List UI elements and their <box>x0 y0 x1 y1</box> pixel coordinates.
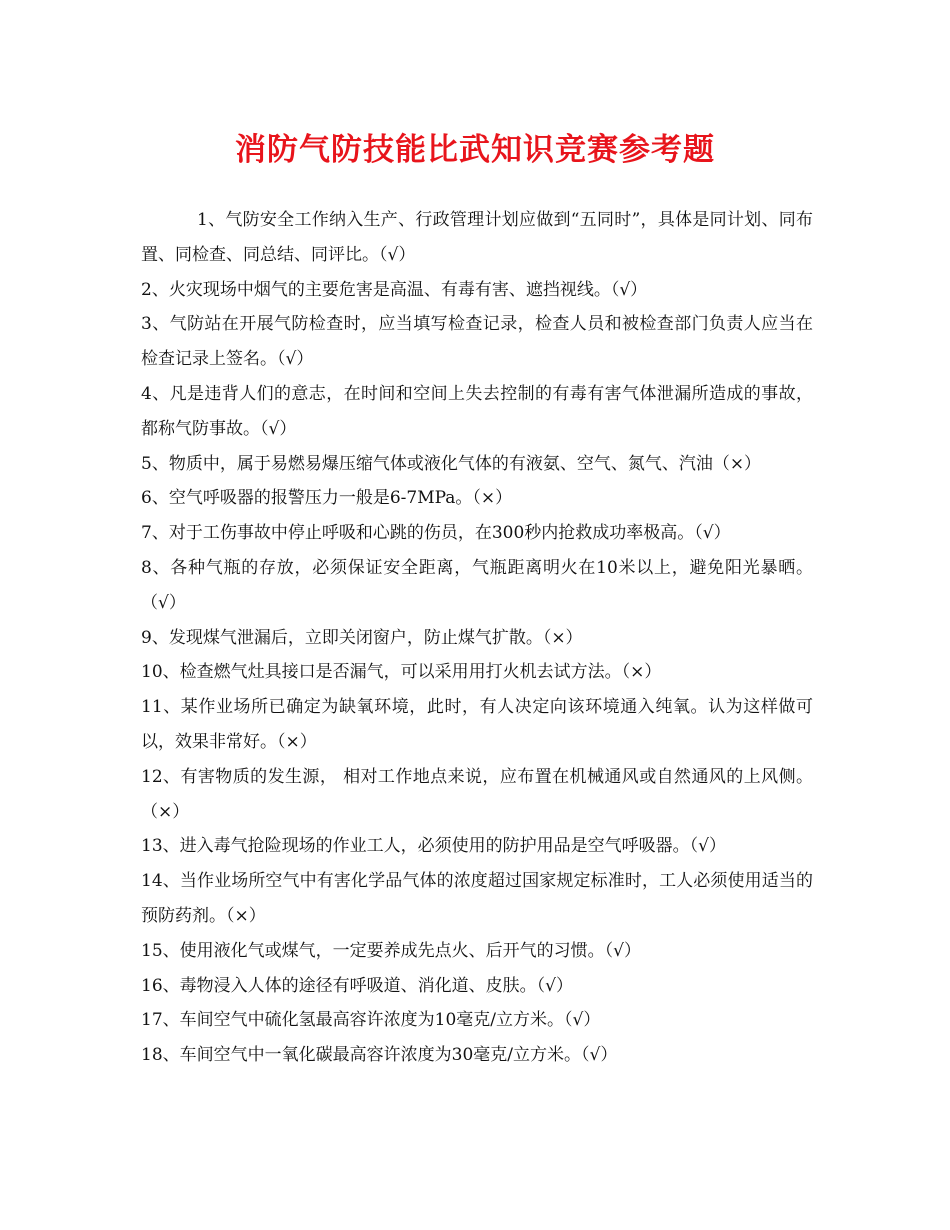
question-item-5: 5、物质中，属于易燃易爆压缩气体或液化气体的有液氨、空气、氮气、汽油（×） <box>141 453 762 474</box>
question-item-15: 15、使用液化气或煤气，一定要养成先点火、后开气的习惯。（√） <box>141 940 641 961</box>
question-item-9: 9、发现煤气泄漏后，立即关闭窗户，防止煤气扩散。（×） <box>141 627 583 648</box>
question-item-3: 3、气防站在开展气防检查时，应当填写检查记录，检查人员和被检查部门负责人应当在检查记录上签名。（√） <box>141 314 813 370</box>
question-item-4: 4、凡是违背人们的意志，在时间和空间上失去控制的有毒有害气体泄漏所造成的事故，都称气防事故。（√） <box>141 383 813 439</box>
question-item-13: 13、进入毒气抢险现场的作业工人，必须使用的防护用品是空气呼吸器。（√） <box>141 836 726 857</box>
question-item-18: 18、车间空气中一氧化碳最高容许浓度为30毫克/立方米。（√） <box>141 1045 618 1066</box>
question-item-6: 6、空气呼吸器的报警压力一般是6-7MPa。（×） <box>141 488 513 509</box>
question-item-7: 7、对于工伤事故中停止呼吸和心跳的伤员，在300秒内抢救成功率极高。（√） <box>141 523 731 544</box>
document-title: 消防气防技能比武知识竞赛参考题 <box>235 132 715 168</box>
question-item-12: 12、有害物质的发生源， 相对工作地点来说，应布置在机械通风或自然通风的上风侧。（×） <box>141 766 813 822</box>
question-item-14: 14、当作业场所空气中有害化学品气体的浓度超过国家规定标准时，工人必须使用适当的预防药剂。（×） <box>141 871 813 926</box>
question-item-17: 17、车间空气中硫化氢最高容许浓度为10毫克/立方米。（√） <box>141 1010 601 1031</box>
question-item-16: 16、毒物浸入人体的途径有呼吸道、消化道、皮肤。（√） <box>141 975 573 996</box>
question-item-2: 2、火灾现场中烟气的主要危害是高温、有毒有害、遮挡视线。（√） <box>141 279 648 300</box>
question-item-1: 1、气防安全工作纳入生产、行政管理计划应做到“五同时”，具体是同计划、同布置、同检查、同总结、同评比。（√） <box>141 210 813 265</box>
question-list <box>141 203 813 1073</box>
question-item-8: 8、各种气瓶的存放，必须保证安全距离，气瓶距离明火在10米以上，避免阳光暴晒。（√） <box>141 557 813 613</box>
question-item-10: 10、检查燃气灶具接口是否漏气，可以采用用打火机去试方法。（×） <box>141 662 662 683</box>
question-item-11: 11、某作业场所已确定为缺氧环境，此时，有人决定向该环境通入纯氧。认为这样做可以，效果非常好。（×） <box>141 697 813 752</box>
